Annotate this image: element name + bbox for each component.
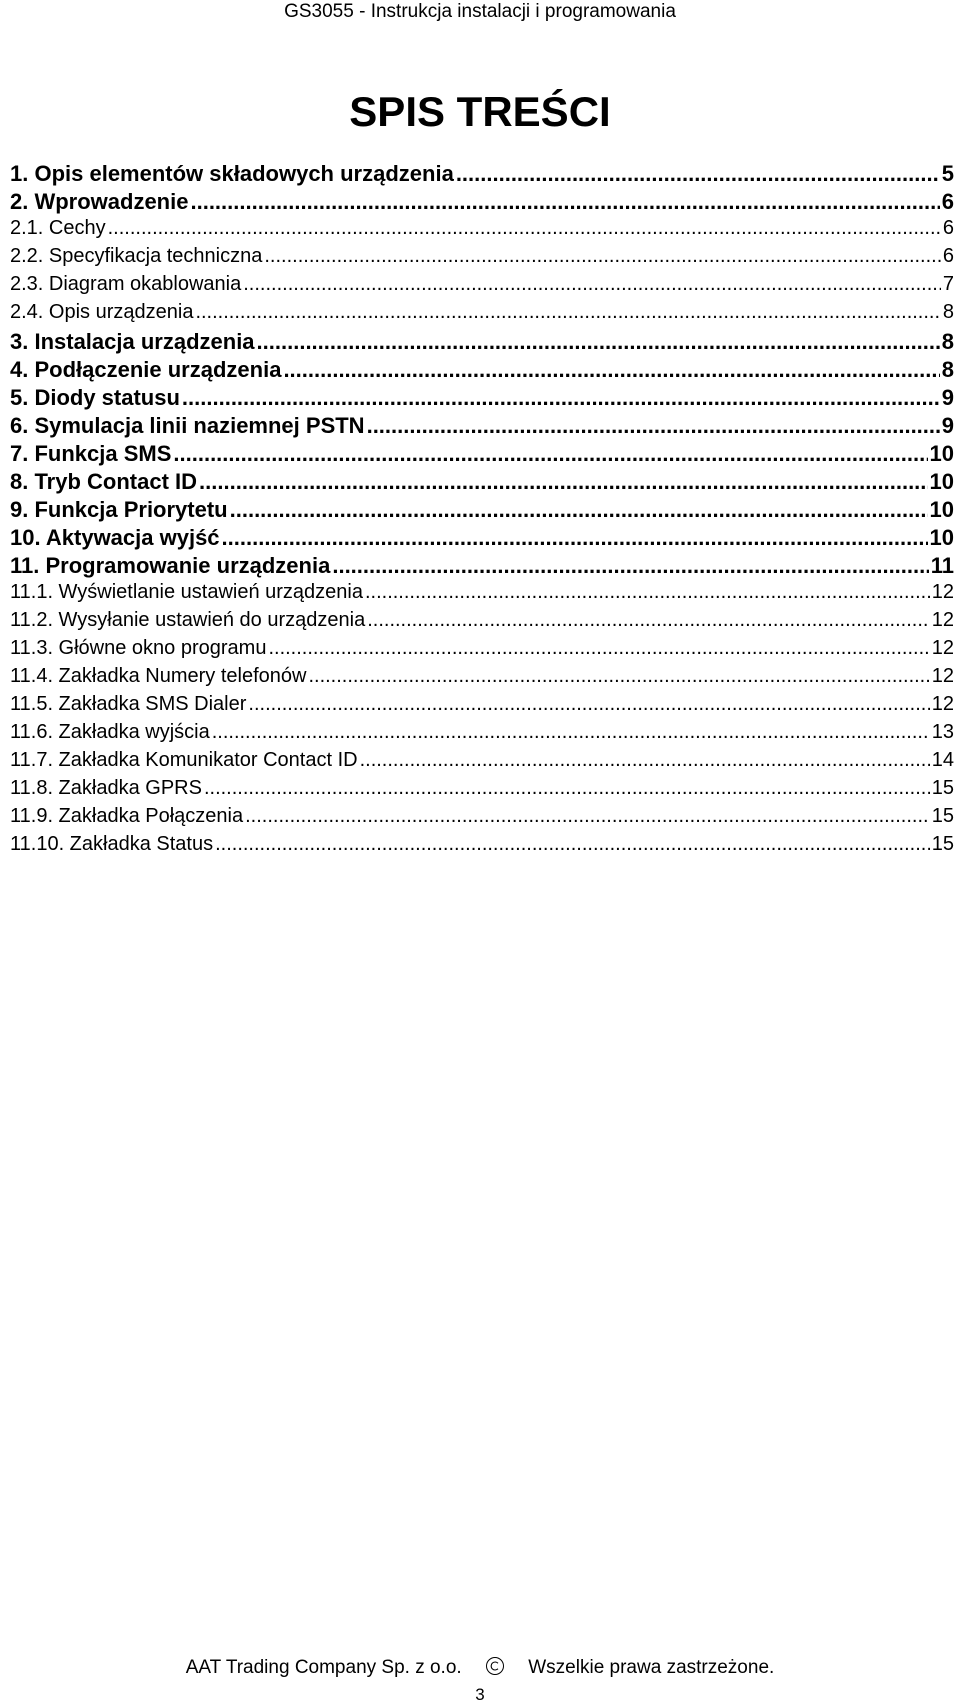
toc-entry[interactable]: [10, 553, 954, 581]
toc-dot-leader: [268, 637, 929, 660]
toc-entry-label: 3. Instalacja urządzenia: [10, 329, 255, 354]
toc-dot-leader: [195, 301, 940, 324]
toc-entry[interactable]: [10, 441, 954, 469]
toc-entry-label: 11.8. Zakładka GPRS: [10, 777, 202, 799]
toc-entry-page: 15: [931, 805, 954, 827]
toc-entry-label: 5. Diody statusu: [10, 385, 180, 410]
toc-entry-page: 8: [941, 357, 954, 382]
toc-entry-page: 12: [931, 693, 954, 715]
toc-entry[interactable]: [10, 329, 954, 357]
toc-entry[interactable]: [10, 245, 954, 273]
toc-entry-page: 15: [931, 833, 954, 855]
toc-entry[interactable]: [10, 301, 954, 329]
toc-entry[interactable]: [10, 721, 954, 749]
toc-dot-leader: [182, 385, 940, 411]
toc-dot-leader: [108, 217, 941, 240]
toc-dot-leader: [456, 161, 940, 187]
toc-entry-label: 7. Funkcja SMS: [10, 441, 172, 466]
toc-dot-leader: [367, 413, 940, 439]
page-number: 3: [475, 1685, 485, 1704]
toc-dot-leader: [243, 273, 941, 296]
table-of-contents: [10, 161, 954, 861]
toc-dot-leader: [230, 497, 928, 523]
toc-entry-page: 10: [929, 497, 954, 522]
toc-entry-page: 14: [931, 749, 954, 771]
toc-entry[interactable]: [10, 273, 954, 301]
toc-entry[interactable]: [10, 189, 954, 217]
toc-dot-leader: [199, 469, 927, 495]
toc-entry-page: 7: [942, 273, 954, 295]
toc-dot-leader: [365, 581, 930, 604]
toc-entry-page: 12: [931, 637, 954, 659]
toc-entry-page: 6: [941, 189, 954, 214]
toc-entry-page: 11: [930, 553, 954, 578]
toc-entry-page: 10: [929, 525, 954, 550]
toc-entry[interactable]: [10, 693, 954, 721]
toc-entry[interactable]: [10, 525, 954, 553]
toc-entry[interactable]: [10, 805, 954, 833]
page-footer: [0, 1656, 960, 1680]
toc-entry-page: 6: [942, 217, 954, 239]
toc-entry-label: 11.2. Wysyłanie ustawień do urządzenia: [10, 609, 366, 631]
toc-dot-leader: [308, 665, 929, 688]
toc-entry[interactable]: [10, 637, 954, 665]
toc-entry-label: 11. Programowanie urządzenia: [10, 553, 331, 578]
toc-entry-label: 8. Tryb Contact ID: [10, 469, 198, 494]
toc-dot-leader: [245, 805, 930, 828]
toc-dot-leader: [257, 329, 940, 355]
toc-entry-page: 9: [941, 413, 954, 438]
toc-entry-page: 12: [931, 665, 954, 687]
toc-entry-page: 12: [931, 581, 954, 603]
toc-entry-label: 11.4. Zakładka Numery telefonów: [10, 665, 307, 687]
toc-dot-leader: [264, 245, 941, 268]
toc-entry-label: 9. Funkcja Priorytetu: [10, 497, 228, 522]
toc-dot-leader: [204, 777, 930, 800]
toc-entry-page: 13: [931, 721, 954, 743]
toc-entry-label: 6. Symulacja linii naziemnej PSTN: [10, 413, 365, 438]
toc-entry[interactable]: [10, 385, 954, 413]
copyright-icon: [485, 1656, 505, 1676]
toc-dot-leader: [173, 441, 927, 467]
toc-entry-label: 11.1. Wyświetlanie ustawień urządzenia: [10, 581, 363, 603]
toc-entry-page: 10: [929, 441, 954, 466]
toc-entry-label: 11.9. Zakładka Połączenia: [10, 805, 244, 827]
toc-entry[interactable]: [10, 357, 954, 385]
toc-entry[interactable]: [10, 665, 954, 693]
toc-entry[interactable]: [10, 777, 954, 805]
toc-dot-leader: [283, 357, 939, 383]
page-title: SPIS TREŚCI: [349, 88, 611, 135]
toc-entry[interactable]: [10, 581, 954, 609]
page-header: GS3055 - Instrukcja instalacji i programowania: [284, 1, 676, 22]
toc-entry-label: 2. Wprowadzenie: [10, 189, 189, 214]
toc-dot-leader: [222, 525, 928, 551]
toc-entry-label: 11.6. Zakładka wyjścia: [10, 721, 210, 743]
toc-dot-leader: [332, 553, 928, 579]
toc-entry-page: 8: [941, 329, 954, 354]
toc-entry[interactable]: [10, 609, 954, 637]
toc-entry-label: 10. Aktywacja wyjść: [10, 525, 220, 550]
toc-entry-page: 15: [931, 777, 954, 799]
toc-entry-label: 11.7. Zakładka Komunikator Contact ID: [10, 749, 358, 771]
toc-entry-page: 10: [929, 469, 954, 494]
toc-entry[interactable]: [10, 469, 954, 497]
toc-entry-page: 8: [942, 301, 954, 323]
toc-dot-leader: [367, 609, 930, 632]
toc-entry-label: 2.2. Specyfikacja techniczna: [10, 245, 263, 267]
toc-dot-leader: [212, 721, 930, 744]
toc-entry[interactable]: [10, 217, 954, 245]
toc-entry[interactable]: [10, 497, 954, 525]
toc-entry-page: 12: [931, 609, 954, 631]
toc-entry[interactable]: [10, 413, 954, 441]
toc-entry[interactable]: [10, 161, 954, 189]
toc-entry-page: 5: [941, 161, 954, 186]
toc-dot-leader: [190, 189, 939, 215]
toc-entry-page: 6: [942, 245, 954, 267]
toc-entry-label: 4. Podłączenie urządzenia: [10, 357, 282, 382]
toc-entry[interactable]: [10, 749, 954, 777]
toc-dot-leader: [360, 749, 930, 772]
toc-entry-label: 11.3. Główne okno programu: [10, 637, 267, 659]
toc-entry-label: 11.5. Zakładka SMS Dialer: [10, 693, 247, 715]
toc-entry-label: 11.10. Zakładka Status: [10, 833, 214, 855]
toc-entry-page: 9: [941, 385, 954, 410]
toc-dot-leader: [215, 833, 930, 856]
toc-dot-leader: [248, 693, 929, 716]
toc-entry-label: 2.1. Cechy: [10, 217, 106, 239]
toc-entry-label: 2.4. Opis urządzenia: [10, 301, 194, 323]
footer-company: AAT Trading Company Sp. z o.o.: [185, 1657, 462, 1678]
toc-entry-label: 2.3. Diagram okablowania: [10, 273, 242, 295]
toc-entry[interactable]: [10, 833, 954, 861]
toc-entry-label: 1. Opis elementów składowych urządzenia: [10, 161, 454, 186]
footer-rights: Wszelkie prawa zastrzeżone.: [528, 1657, 775, 1678]
